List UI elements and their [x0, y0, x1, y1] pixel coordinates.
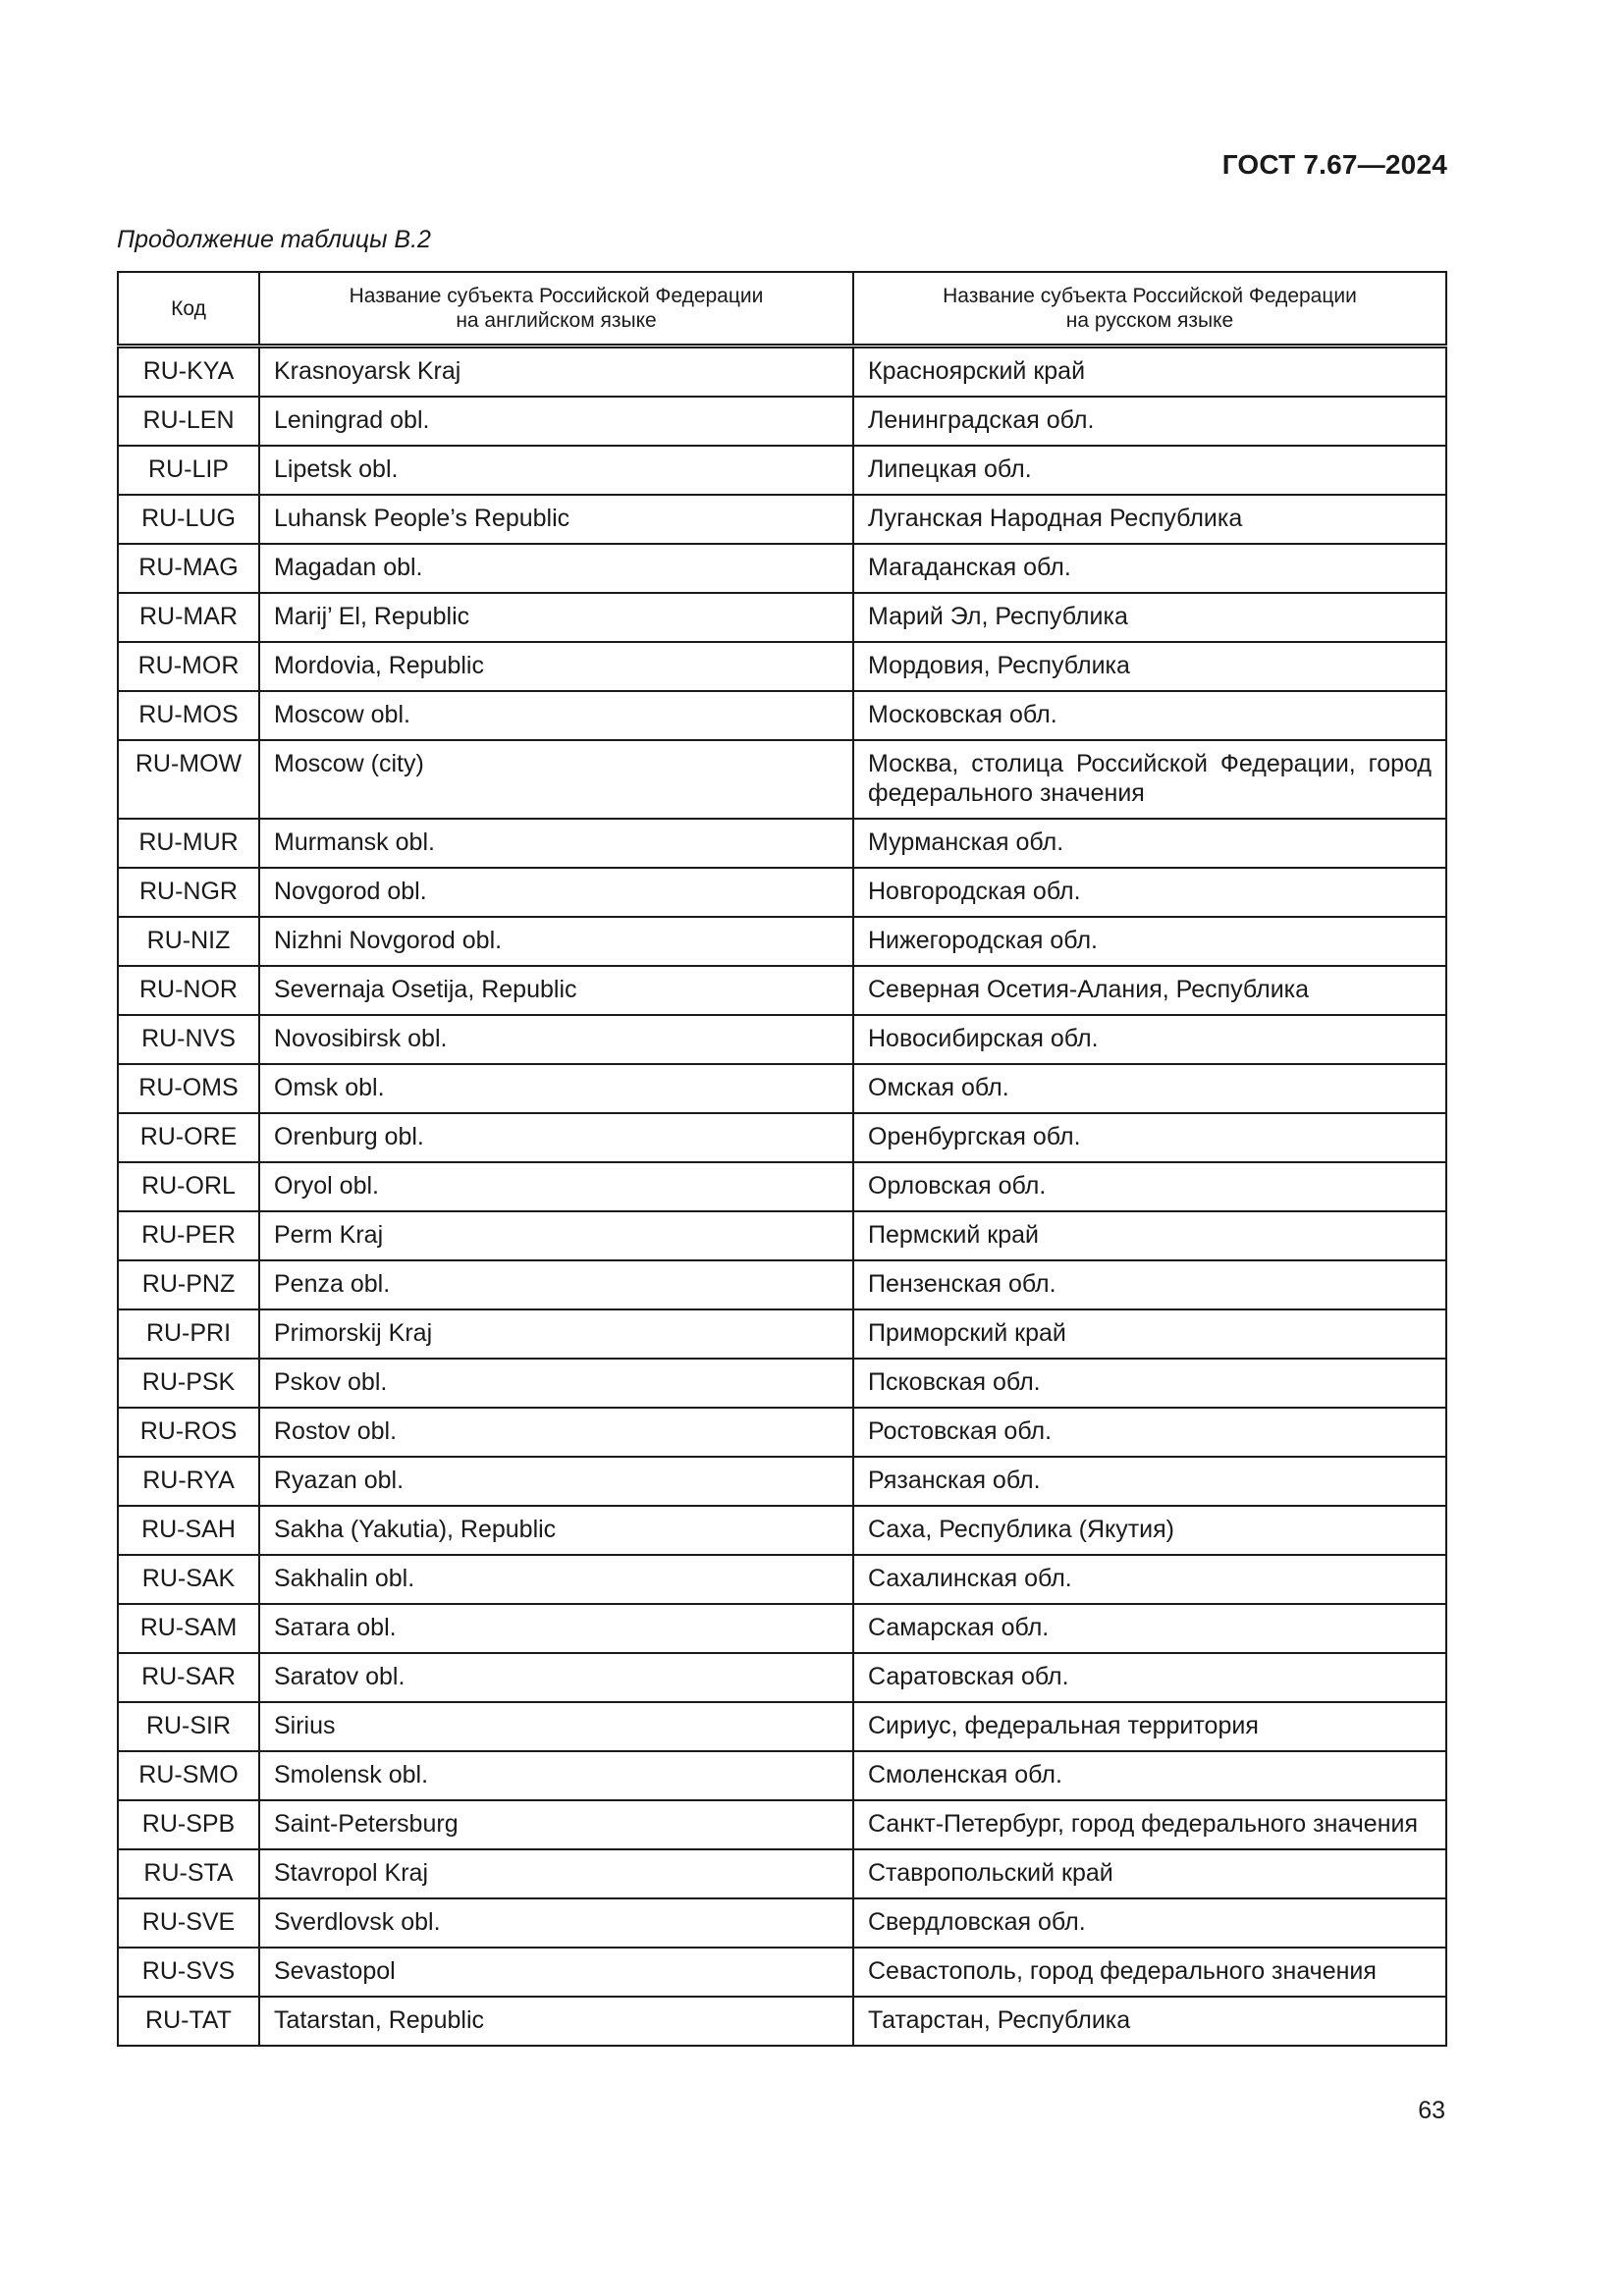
header-english-name	[259, 272, 853, 347]
russian-name-cell: Татарстан, Республика	[853, 1997, 1446, 2046]
header-russian-name	[853, 272, 1446, 347]
russian-name-cell: Свердловская обл.	[853, 1898, 1446, 1948]
table-row	[118, 446, 1446, 495]
russian-name-cell: Оренбургская обл.	[853, 1113, 1446, 1162]
header-code	[118, 272, 259, 347]
english-name-cell: Sатаra obl.	[259, 1604, 853, 1653]
english-name-cell: Tatarstan, Republic	[259, 1997, 853, 2046]
code-cell: RU-SAK	[118, 1555, 259, 1604]
russian-name-cell: Смоленская обл.	[853, 1751, 1446, 1800]
russian-name-cell: Орловская обл.	[853, 1162, 1446, 1211]
english-name-cell: Magadan obl.	[259, 544, 853, 593]
russian-name-cell: Ленинградская обл.	[853, 397, 1446, 446]
code-cell: RU-SPB	[118, 1800, 259, 1849]
russian-name-cell: Омская обл.	[853, 1064, 1446, 1113]
russian-name-cell: Москва, столица Российской Федерации, город федерального значения	[853, 740, 1446, 819]
table-row	[118, 1997, 1446, 2046]
page-number: 63	[1418, 2097, 1445, 2124]
english-name-cell: Krasnoyarsk Kraj	[259, 347, 853, 398]
russian-name-cell: Новгородская обл.	[853, 868, 1446, 917]
code-cell: RU-SAH	[118, 1506, 259, 1555]
code-cell: RU-MOR	[118, 642, 259, 691]
english-name-cell: Orenburg obl.	[259, 1113, 853, 1162]
russian-name-cell: Саха, Республика (Якутия)	[853, 1506, 1446, 1555]
table-row	[118, 1849, 1446, 1898]
table-row	[118, 1211, 1446, 1260]
table-row	[118, 642, 1446, 691]
russian-name-cell: Московская обл.	[853, 691, 1446, 740]
code-cell: RU-MAG	[118, 544, 259, 593]
russian-name-cell: Рязанская обл.	[853, 1457, 1446, 1506]
russian-name-cell: Красноярский край	[853, 347, 1446, 398]
english-name-cell: Nizhni Novgorod obl.	[259, 917, 853, 966]
table-row	[118, 1309, 1446, 1359]
code-cell: RU-MOS	[118, 691, 259, 740]
table-row	[118, 347, 1446, 398]
code-cell: RU-MAR	[118, 593, 259, 642]
table-header	[118, 272, 1446, 347]
header-russian-line1: Название субъекта Российской Федерации	[943, 285, 1357, 307]
english-name-cell: Marij’ El, Republic	[259, 593, 853, 642]
code-cell: RU-PER	[118, 1211, 259, 1260]
code-cell: RU-KYA	[118, 347, 259, 398]
english-name-cell: Novosibirsk obl.	[259, 1015, 853, 1064]
table-row	[118, 868, 1446, 917]
english-name-cell: Lipetsk obl.	[259, 446, 853, 495]
code-cell: RU-NIZ	[118, 917, 259, 966]
code-cell: RU-PRI	[118, 1309, 259, 1359]
english-name-cell: Severnaja Osetija, Republic	[259, 966, 853, 1015]
code-cell: RU-NGR	[118, 868, 259, 917]
table-header-row	[118, 272, 1446, 347]
code-cell: RU-PSK	[118, 1359, 259, 1408]
table-row	[118, 1800, 1446, 1849]
english-name-cell: Moscow obl.	[259, 691, 853, 740]
russian-name-cell: Пермский край	[853, 1211, 1446, 1260]
code-cell: RU-RYA	[118, 1457, 259, 1506]
english-name-cell: Rostov obl.	[259, 1408, 853, 1457]
english-name-cell: Omsk obl.	[259, 1064, 853, 1113]
english-name-cell: Sakha (Yakutia), Republic	[259, 1506, 853, 1555]
code-cell: RU-SIR	[118, 1702, 259, 1751]
english-name-cell: Pskov obl.	[259, 1359, 853, 1408]
table-row	[118, 1653, 1446, 1702]
code-cell: RU-ORL	[118, 1162, 259, 1211]
english-name-cell: Moscow (city)	[259, 740, 853, 819]
table-row	[118, 1260, 1446, 1309]
header-code-label: Код	[171, 296, 206, 320]
russian-name-cell: Сахалинская обл.	[853, 1555, 1446, 1604]
table-body	[118, 347, 1446, 2047]
code-cell: RU-LUG	[118, 495, 259, 544]
english-name-cell: Murmansk obl.	[259, 819, 853, 868]
document-standard-number: ГОСТ 7.67—2024	[1221, 149, 1447, 180]
code-cell: RU-STA	[118, 1849, 259, 1898]
english-name-cell: Sevastopol	[259, 1948, 853, 1997]
code-cell: RU-PNZ	[118, 1260, 259, 1309]
code-cell: RU-MUR	[118, 819, 259, 868]
table-row	[118, 1506, 1446, 1555]
english-name-cell: Oryol obl.	[259, 1162, 853, 1211]
table-row	[118, 593, 1446, 642]
english-name-cell: Penza obl.	[259, 1260, 853, 1309]
russian-name-cell: Саратовская обл.	[853, 1653, 1446, 1702]
russian-name-cell: Нижегородская обл.	[853, 917, 1446, 966]
russian-name-cell: Северная Осетия-Алания, Республика	[853, 966, 1446, 1015]
code-cell: RU-SAM	[118, 1604, 259, 1653]
table-row	[118, 1457, 1446, 1506]
table-row	[118, 1751, 1446, 1800]
table-row	[118, 1898, 1446, 1948]
table-row	[118, 1015, 1446, 1064]
english-name-cell: Perm Kraj	[259, 1211, 853, 1260]
table-caption: Продолжение таблицы В.2	[117, 226, 431, 253]
table-row	[118, 1408, 1446, 1457]
english-name-cell: Leningrad obl.	[259, 397, 853, 446]
code-cell: RU-LEN	[118, 397, 259, 446]
english-name-cell: Stavropol Kraj	[259, 1849, 853, 1898]
table-row	[118, 495, 1446, 544]
code-cell: RU-SAR	[118, 1653, 259, 1702]
table-row	[118, 1162, 1446, 1211]
russian-name-cell: Мордовия, Республика	[853, 642, 1446, 691]
header-english-line2: на английском языке	[456, 309, 657, 332]
english-name-cell: Smolensk obl.	[259, 1751, 853, 1800]
header-english-line1: Название субъекта Российской Федерации	[349, 285, 764, 307]
table-row	[118, 1702, 1446, 1751]
english-name-cell: Luhansk People’s Republic	[259, 495, 853, 544]
russian-name-cell: Сириус, федеральная территория	[853, 1702, 1446, 1751]
english-name-cell: Sakhalin obl.	[259, 1555, 853, 1604]
table-row	[118, 966, 1446, 1015]
english-name-cell: Ryazan obl.	[259, 1457, 853, 1506]
russian-name-cell: Ставропольский край	[853, 1849, 1446, 1898]
russian-name-cell: Самарская обл.	[853, 1604, 1446, 1653]
russian-name-cell: Липецкая обл.	[853, 446, 1446, 495]
code-cell: RU-OMS	[118, 1064, 259, 1113]
code-cell: RU-SVE	[118, 1898, 259, 1948]
english-name-cell: Mordovia, Republic	[259, 642, 853, 691]
code-cell: RU-SMO	[118, 1751, 259, 1800]
russian-name-cell: Севастополь, город федерального значения	[853, 1948, 1446, 1997]
english-name-cell: Sirius	[259, 1702, 853, 1751]
table-row	[118, 691, 1446, 740]
table-row	[118, 917, 1446, 966]
code-cell: RU-SVS	[118, 1948, 259, 1997]
english-name-cell: Saint-Petersburg	[259, 1800, 853, 1849]
english-name-cell: Novgorod obl.	[259, 868, 853, 917]
table-row	[118, 740, 1446, 819]
russian-name-cell: Приморский край	[853, 1309, 1446, 1359]
russian-name-cell: Новосибирская обл.	[853, 1015, 1446, 1064]
table-row	[118, 1604, 1446, 1653]
english-name-cell: Sverdlovsk obl.	[259, 1898, 853, 1948]
russian-name-cell: Мурманская обл.	[853, 819, 1446, 868]
code-cell: RU-NVS	[118, 1015, 259, 1064]
table-row	[118, 1555, 1446, 1604]
russian-name-cell: Пензенская обл.	[853, 1260, 1446, 1309]
table-row	[118, 1948, 1446, 1997]
table-row	[118, 1113, 1446, 1162]
russian-name-cell: Марий Эл, Республика	[853, 593, 1446, 642]
english-name-cell: Saratov obl.	[259, 1653, 853, 1702]
region-codes-table	[117, 271, 1447, 2047]
russian-name-cell: Санкт-Петербург, город федерального значения	[853, 1800, 1446, 1849]
russian-name-cell: Луганская Народная Республика	[853, 495, 1446, 544]
russian-name-cell: Ростовская обл.	[853, 1408, 1446, 1457]
code-cell: RU-LIP	[118, 446, 259, 495]
code-cell: RU-TAT	[118, 1997, 259, 2046]
table-row	[118, 1064, 1446, 1113]
table-row	[118, 819, 1446, 868]
code-cell: RU-ROS	[118, 1408, 259, 1457]
table-row	[118, 397, 1446, 446]
table-row	[118, 1359, 1446, 1408]
header-russian-line2: на русском языке	[1065, 309, 1234, 332]
code-cell: RU-NOR	[118, 966, 259, 1015]
english-name-cell: Primorskij Kraj	[259, 1309, 853, 1359]
table-row	[118, 544, 1446, 593]
russian-name-cell: Магаданская обл.	[853, 544, 1446, 593]
russian-name-cell: Псковская обл.	[853, 1359, 1446, 1408]
code-cell: RU-MOW	[118, 740, 259, 819]
code-cell: RU-ORE	[118, 1113, 259, 1162]
